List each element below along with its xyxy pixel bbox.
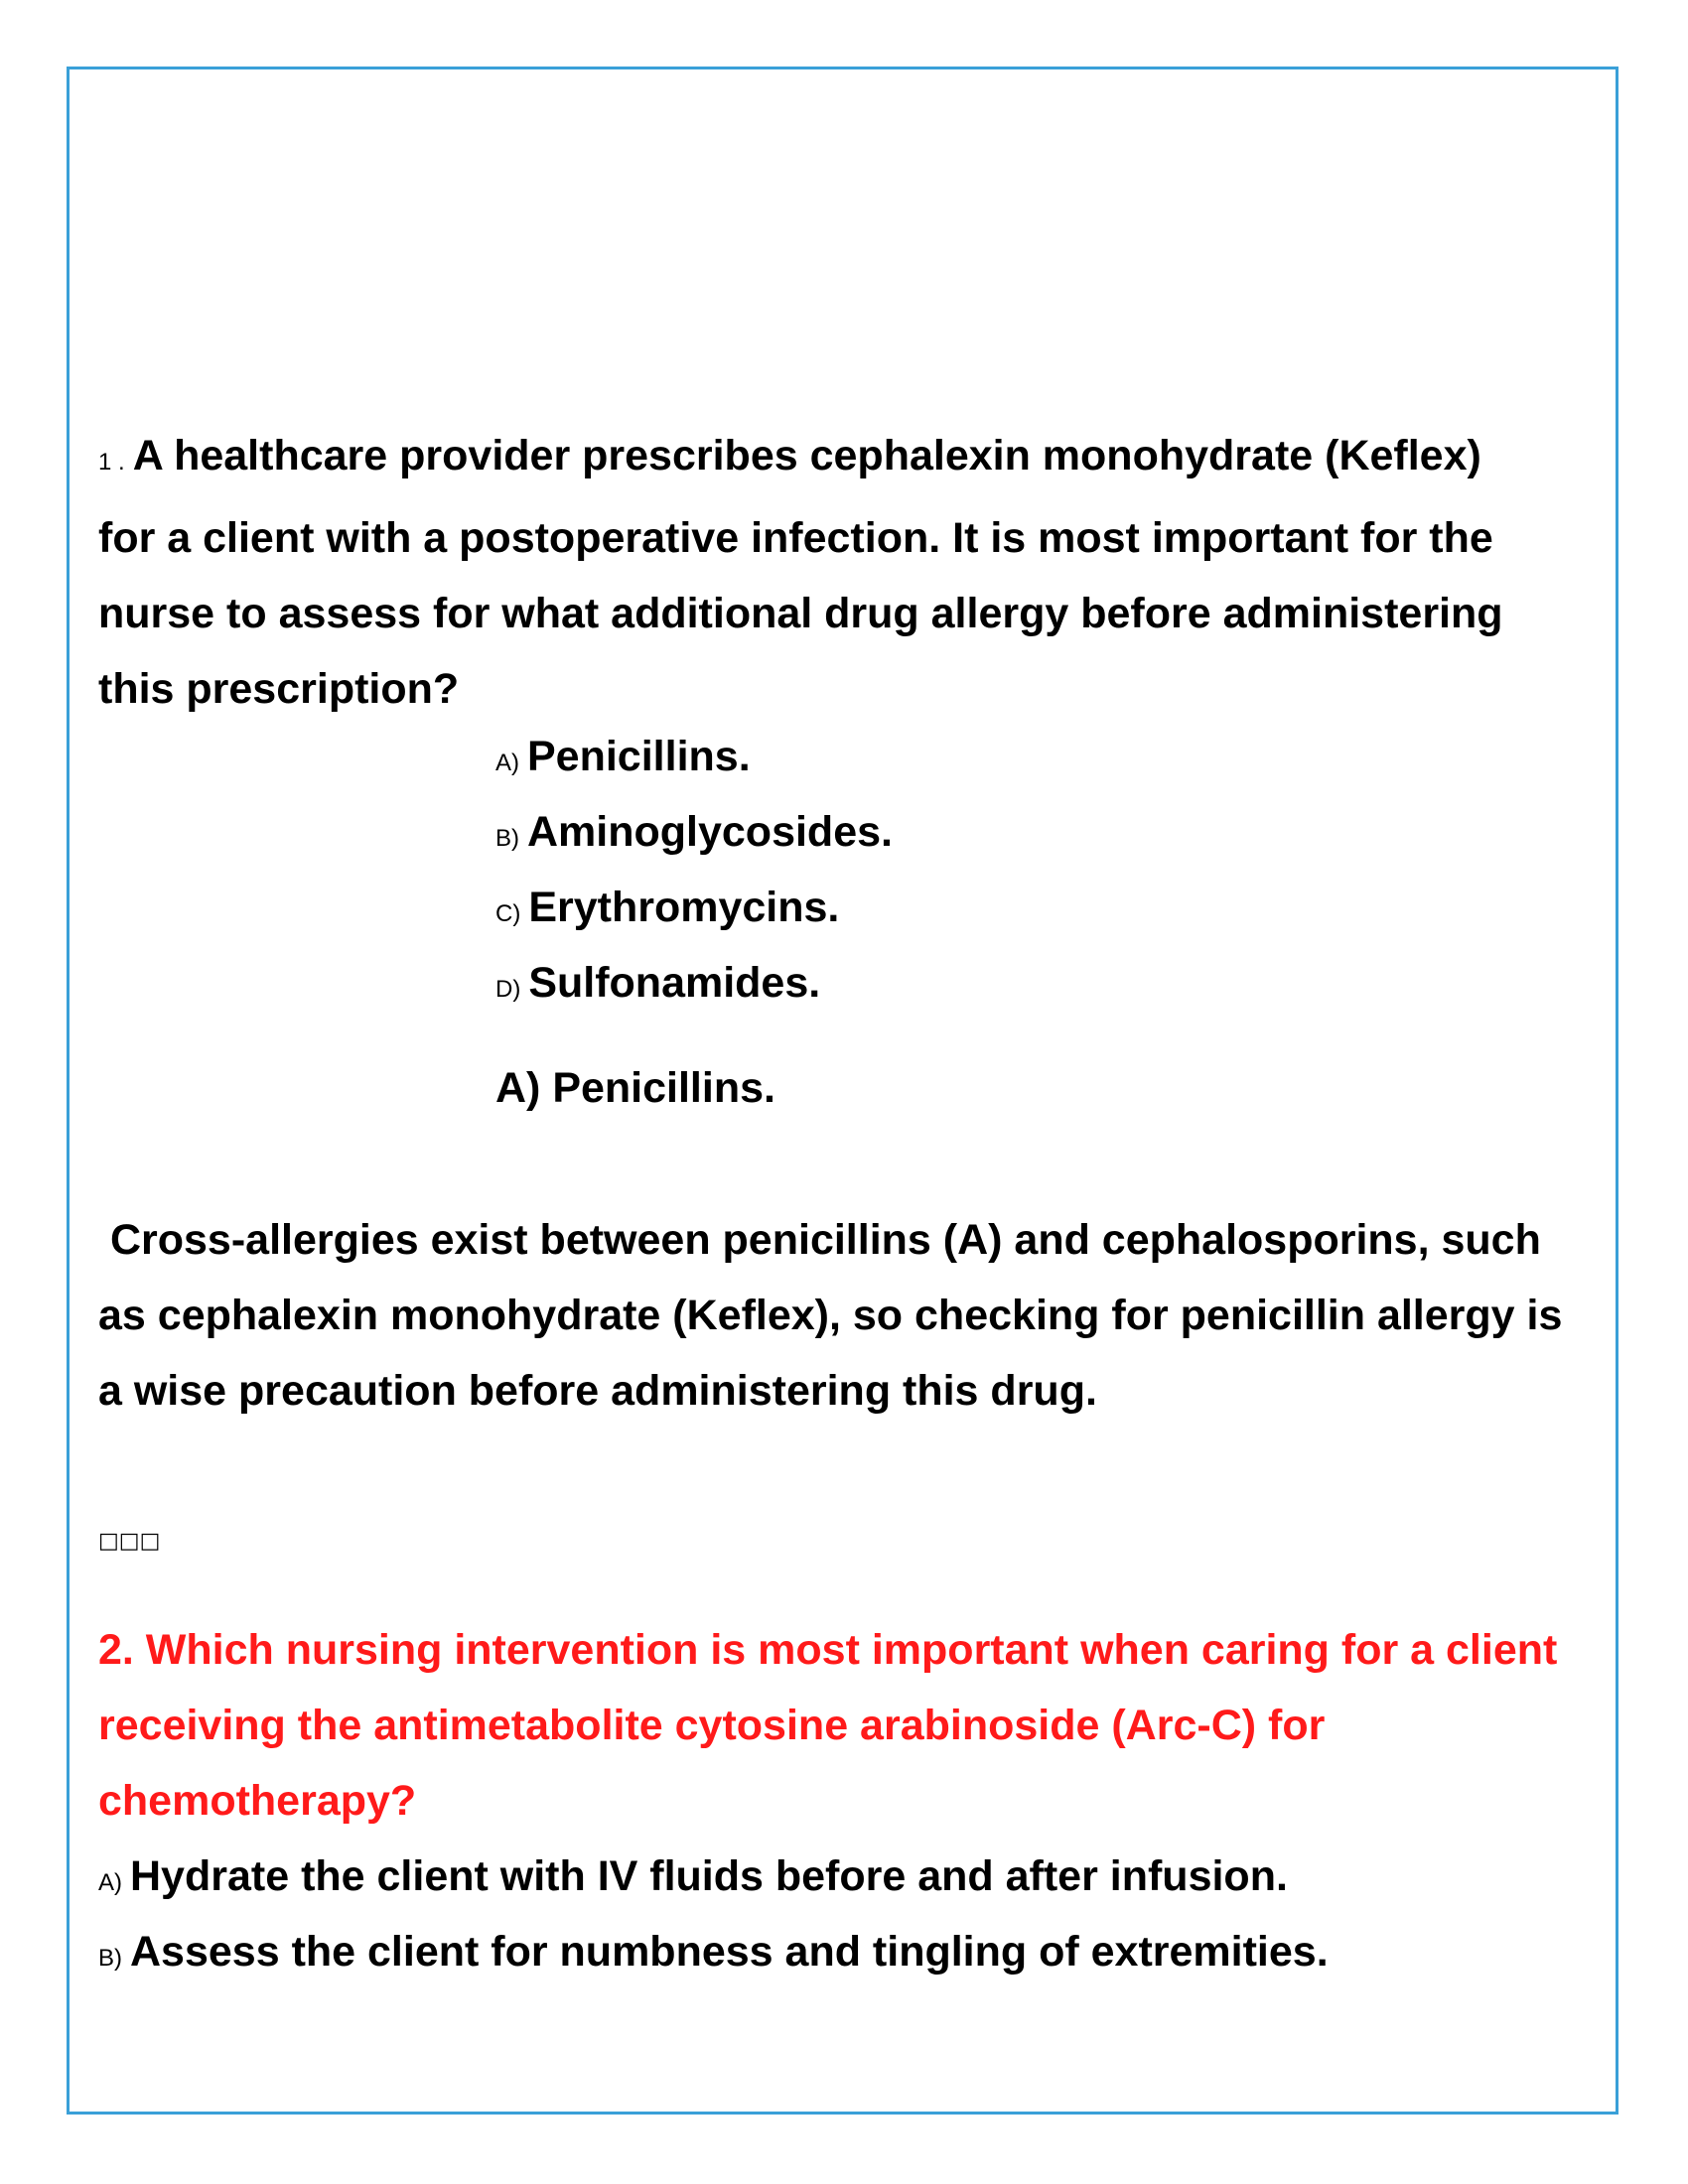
explanation-text: Cross-allergies exist between penicillins (A) and cephalosporins, such as cephalexin monohydrate (Keflex), so checking for penicillin allergy is a wise precaution before administering this drug. <box>98 1216 1563 1415</box>
question-1-number: 1 . <box>98 449 125 476</box>
question-1-answer: A) Penicillins. <box>495 1064 775 1112</box>
option-text: Sulfonamides. <box>528 959 821 1007</box>
option-letter: C) <box>495 900 521 927</box>
question-1-option-c <box>495 870 893 945</box>
option-letter: A) <box>495 750 519 776</box>
option-text: Penicillins. <box>527 733 751 780</box>
question-1-option-d <box>495 945 893 1021</box>
question-1-options <box>495 719 893 1021</box>
option-letter: A) <box>98 1869 122 1896</box>
question-2-option-b <box>98 1914 1329 1989</box>
question-2-option-a <box>98 1839 1329 1914</box>
question-1 <box>98 418 1508 727</box>
question-1-text: A healthcare provider prescribes cephalexin monohydrate (Keflex) for a client with a postoperative infection. It is most important for the nurse to assess for what additional drug allergy before administering this prescription? <box>98 432 1503 713</box>
question-1-option-b <box>495 794 893 870</box>
option-letter: B) <box>98 1945 122 1972</box>
option-letter: D) <box>495 976 521 1003</box>
question-1-explanation <box>98 1202 1568 1429</box>
option-text: Aminoglycosides. <box>527 808 893 856</box>
question-2: 2. Which nursing intervention is most important when caring for a client receiving the antimetabolite cytosine arabinoside (Arc-C) for chemotherapy? <box>98 1626 1558 1825</box>
option-text: Assess the client for numbness and tingling of extremities. <box>130 1928 1329 1976</box>
option-text: Erythromycins. <box>528 884 840 931</box>
separator-glyphs: □□□ <box>98 1529 161 1554</box>
option-letter: B) <box>495 825 519 852</box>
question-2-options <box>98 1839 1329 1989</box>
option-text: Hydrate the client with IV fluids before and after infusion. <box>130 1852 1288 1900</box>
question-1-option-a <box>495 719 893 794</box>
